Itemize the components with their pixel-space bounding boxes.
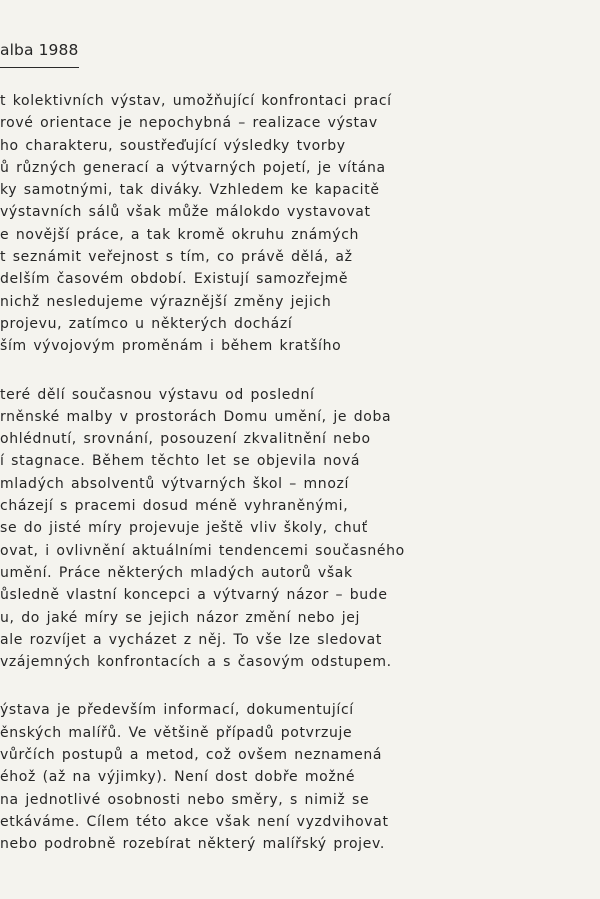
text-line: výstavních sálů však může málokdo vystavovat [0,204,371,221]
text-line: e novější práce, a tak kromě okruhu známých [0,226,360,243]
text-line: t kolektivních výstav, umožňující konfrontaci prací [0,93,392,109]
text-line: u, do jaké míry se jejich názor změní nebo jej [0,609,361,626]
text-line: nichž nesledujeme výraznější změny jejich [0,293,332,310]
text-line: vůrčích postupů a metod, což ovšem neznamená [0,747,383,764]
text-line: éhož (až na výjimky). Není dost dobře možné [0,769,356,786]
text-line: projevu, zatímco u některých dochází [0,315,293,332]
text-line: ale rozvíjet a vycházet z něj. To vše lze sledovat [0,631,382,648]
paragraph [0,90,600,358]
text-line: se do jisté míry projevuje ještě vliv školy, chuť [0,520,368,537]
text-line: umění. Práce některých mladých autorů však [0,564,353,581]
text-line: teré dělí současnou výstavu od poslední [0,386,315,403]
running-head: alba 1988 [0,41,79,59]
text-line: t seznámit veřejnost s tím, co právě dělá, až [0,249,353,266]
text-line: rové orientace je nepochybná – realizace výstav [0,115,378,132]
text-line: etkáváme. Cílem této akce však není vyzdvihovat [0,813,389,830]
text-line: ů různých generací a výtvarných pojetí, je vítána [0,159,386,176]
text-line: delším časovém období. Existují samozřejmě [0,271,349,288]
text-line: ýstava je především informací, dokumentující [0,702,354,719]
body-text [0,90,600,856]
paragraph-gap [0,358,600,384]
text-line: cházejí s pracemi dosud méně vyhraněnými, [0,498,349,515]
text-line: vzájemných konfrontacích a s časovým odstupem. [0,654,392,671]
text-line: nebo podrobně rozebírat některý malířský projev. [0,836,385,853]
text-line: ky samotnými, tak diváky. Vzhledem ke kapacitě [0,182,380,199]
text-line: rněnské malby v prostorách Domu umění, je doba [0,408,392,425]
text-line: ho charakteru, soustřeďující výsledky tvorby [0,137,346,154]
text-line: ohlédnutí, srovnání, posouzení zkvalitnění nebo [0,431,371,448]
text-line: na jednotlivé osobnosti nebo směry, s nimiž se [0,791,370,808]
text-line: ůsledně vlastní koncepci a výtvarný názor – bude [0,587,388,604]
text-line: ovat, i ovlivnění aktuálními tendencemi současného [0,542,405,559]
paragraph [0,384,600,674]
text-line: ším vývojovým proměnám i během kratšího [0,338,342,355]
paragraph-gap [0,673,600,699]
text-line: ěnských malířů. Ve většině případů potvrzuje [0,724,353,741]
text-line: í stagnace. Během těchto let se objevila nová [0,453,361,470]
text-line: mladých absolventů výtvarných škol – mnozí [0,475,350,492]
running-head-rule [0,67,79,68]
paragraph [0,699,600,855]
